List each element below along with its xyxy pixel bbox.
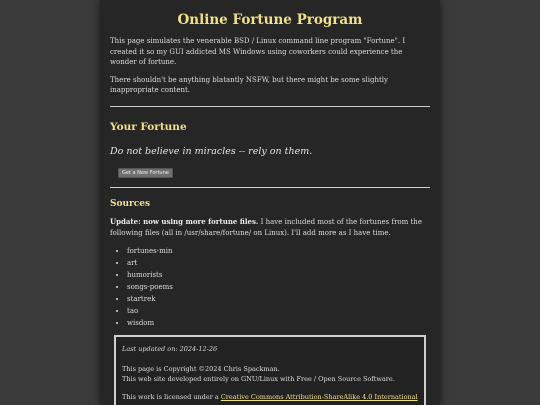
update-bold-text: Update: now using more fortune files. <box>110 217 259 226</box>
sources-update-paragraph <box>110 217 430 238</box>
last-updated: Last updated on: 2024-12-26 <box>122 345 218 353</box>
fortune-heading: Your Fortune <box>110 120 187 133</box>
list-item: • startrek <box>127 293 430 305</box>
sources-heading: Sources <box>110 199 151 209</box>
fortune-text: Do not believe in miracles -- rely on them. <box>110 145 313 157</box>
footer-box <box>114 335 426 405</box>
list-item: • fortunes-min <box>127 245 430 257</box>
list-item: • art <box>127 257 430 269</box>
new-fortune-button[interactable]: Get a New Fortune <box>118 168 173 178</box>
developed-line: This web site developed entirely on GNU/Linux with Free / Open Source Software. <box>122 374 395 383</box>
list-item: • tao <box>127 305 430 317</box>
license-link[interactable]: Creative Commons Attribution-ShareAlike 4.0 International <box>220 392 418 401</box>
page-title: Online Fortune Program <box>177 12 363 28</box>
list-item: • humorists <box>127 269 430 281</box>
fortune-files-list <box>110 245 430 329</box>
divider <box>110 106 430 107</box>
license-text <box>122 392 418 402</box>
page-container <box>100 0 440 405</box>
update-text: I have included most of the fortunes from the following files (all in /usr/share/fortune/ on Linux). I'll add more as I have time. <box>110 218 422 237</box>
list-item: • songs-poems <box>127 281 430 293</box>
divider <box>110 187 430 188</box>
copyright-line: This page is Copyright ©2024 Chris Spackman. <box>122 364 280 373</box>
license-prefix: This work is licensed under a <box>122 392 221 401</box>
list-item: • wisdom <box>127 317 430 329</box>
disclaimer-paragraph: There shouldn't be anything blatantly NSFW, but there might be some slightly inappropriate content. <box>110 75 388 94</box>
copyright-text <box>122 364 418 384</box>
intro-paragraph: This page simulates the venerable BSD / Linux command line program "Fortune". I created it so my GUI addicted MS Windows using coworkers could experience the wonder of fortune. <box>110 37 406 66</box>
